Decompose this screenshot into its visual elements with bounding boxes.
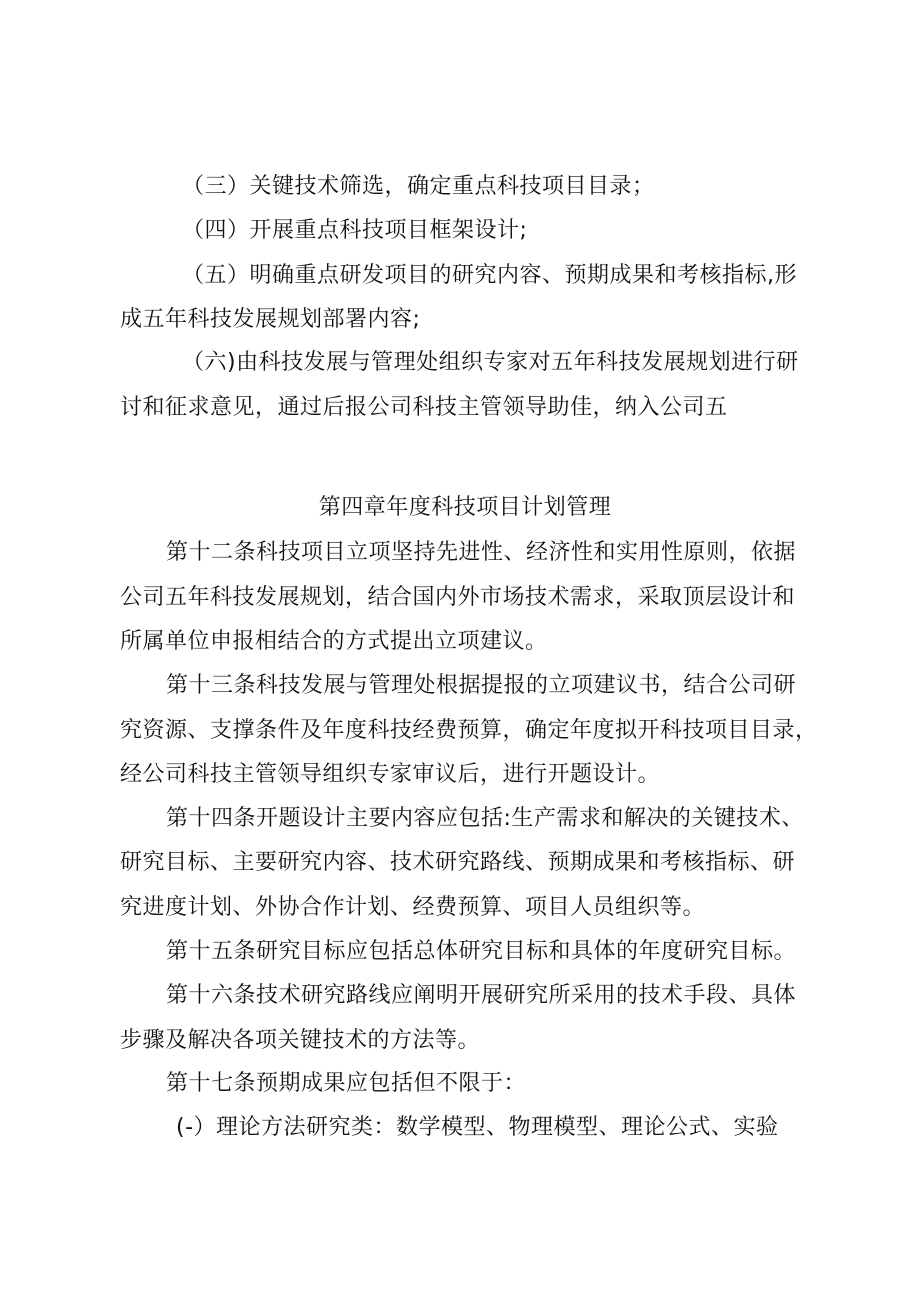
list-item-4: （四）开展重点科技项目框架设计; xyxy=(182,218,528,243)
article-13-line-3: 经公司科技主管领导组织专家审议后，进行开题设计。 xyxy=(120,762,661,787)
article-16-line-2: 步骤及解决各项关键技术的方法等。 xyxy=(120,1028,481,1053)
list-item-5: （五）明确重点研发项目的研究内容、预期成果和考核指标,形 xyxy=(182,263,797,288)
list-item-6-continued: 讨和征求意见，通过后报公司科技主管领导助佳，纳入公司五 xyxy=(120,395,728,420)
article-17-item-1: (-）理论方法研究类：数学模型、物理模型、理论公式、实验 xyxy=(176,1115,779,1140)
article-15: 第十五条研究目标应包括总体研究目标和具体的年度研究目标。 xyxy=(166,939,797,964)
list-item-5-continued: 成五年科技发展规划部署内容; xyxy=(120,307,421,332)
article-13-line-2: 究资源、支撑条件及年度科技经费预算，确定年度拟开科技项目目录， xyxy=(120,718,818,743)
article-12-line-3: 所属单位申报相结合的方式提出立项建议。 xyxy=(120,629,548,654)
list-item-3: （三）关键技术筛选，确定重点科技项目目录； xyxy=(182,174,655,199)
article-12: 第十二条科技项目立项坚持先进性、经济性和实用性原则，依据 xyxy=(166,540,797,565)
chapter-heading: 第四章年度科技项目计划管理 xyxy=(318,495,612,520)
article-14-line-2: 研究目标、主要研究内容、技术研究路线、预期成果和考核指标、研 xyxy=(120,850,796,875)
article-13: 第十三条科技发展与管理处根据提报的立项建议书，结合公司研 xyxy=(166,673,797,698)
article-14-line-3: 究进度计划、外协合作计划、经费预算、项目人员组织等。 xyxy=(120,895,706,920)
article-17: 第十七条预期成果应包括但不限于： xyxy=(166,1071,527,1096)
article-12-line-2: 公司五年科技发展规划，结合国内外市场技术需求，采取顶层设计和 xyxy=(120,585,796,610)
list-item-6: （六)由科技发展与管理处组织专家对五年科技发展规划进行研 xyxy=(182,350,799,375)
article-14: 第十四条开题设计主要内容应包括:生产需求和解决的关键技术、 xyxy=(166,806,804,831)
article-16: 第十六条技术研究路线应阐明开展研究所采用的技术手段、具体 xyxy=(166,983,797,1008)
